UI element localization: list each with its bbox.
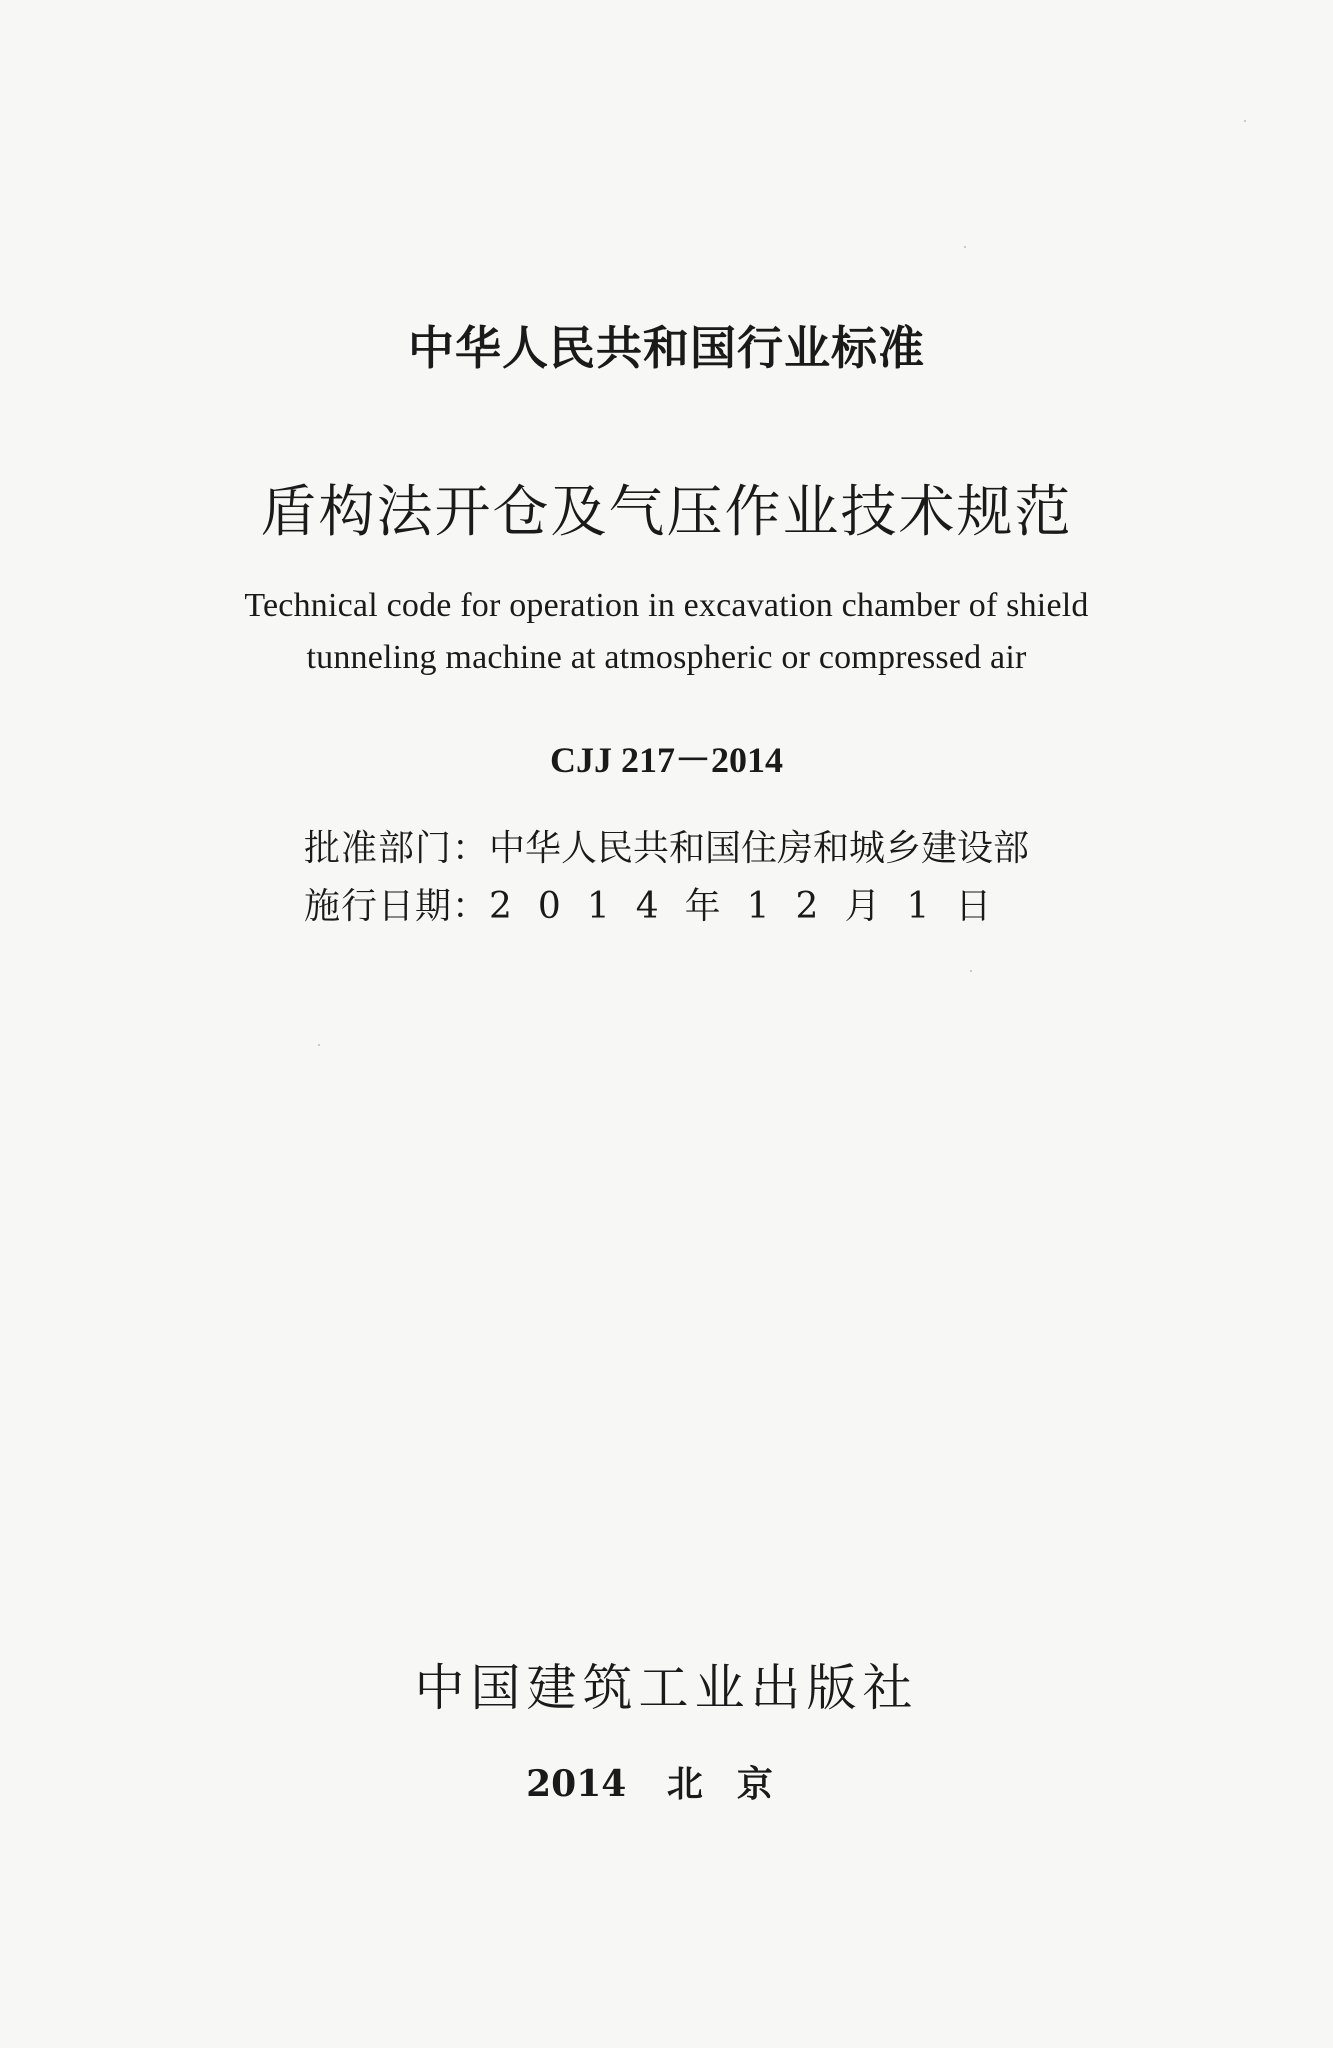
title-english-line-2: tunneling machine at atmospheric or compressed air: [306, 639, 1027, 676]
title-english: [0, 580, 1333, 684]
paper-speck: [1244, 120, 1246, 122]
effective-date-row: [304, 878, 1029, 936]
effective-date-value: 2014年12月1日: [489, 886, 1018, 927]
publisher-name: 中国建筑工业出版社: [414, 1659, 919, 1717]
publication-city: 北京: [666, 1763, 807, 1805]
paper-speck: [964, 246, 966, 248]
approval-label: 批准部门：: [304, 828, 490, 869]
title-english-line-1: Technical code for operation in excavation chamber of shield: [244, 587, 1089, 624]
paper-speck: [970, 970, 972, 972]
standard-number: CJJ 217－2014: [550, 740, 783, 780]
title-chinese: 盾构法开仓及气压作业技术规范: [260, 480, 1073, 545]
paper-speck: [318, 1044, 320, 1046]
publication-place: [0, 1756, 1333, 1807]
effective-date-label: 施行日期：: [304, 886, 490, 927]
meta-block: [304, 820, 1029, 936]
standard-category: 中华人民共和国行业标准: [408, 321, 925, 375]
approval-row: [304, 820, 1029, 878]
publication-year: 2014: [526, 1763, 627, 1805]
approval-value: 中华人民共和国住房和城乡建设部: [489, 828, 1030, 869]
